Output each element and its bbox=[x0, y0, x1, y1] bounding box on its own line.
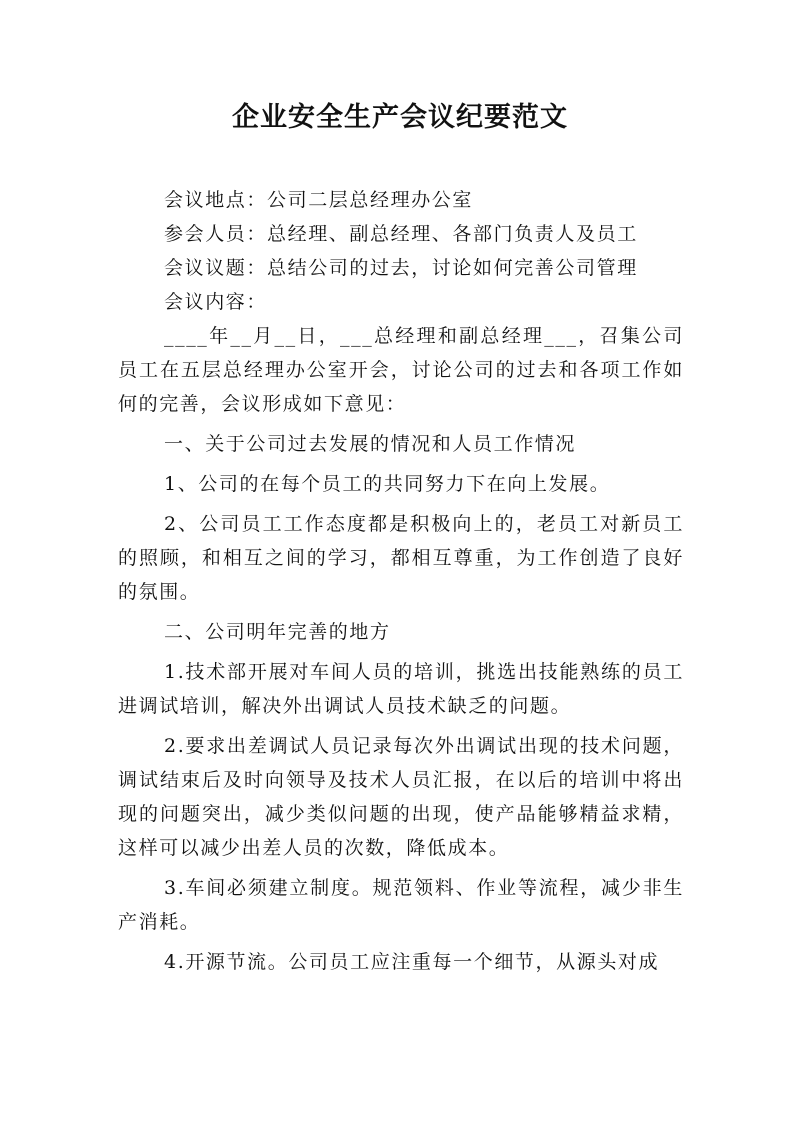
document-title: 企业安全生产会议纪要范文 bbox=[232, 102, 568, 133]
paragraph-item-2-3: 3.车间必须建立制度。规范领料、作业等流程，减少非生产消耗。 bbox=[118, 877, 684, 933]
paragraph-item-2-4: 4.开源节流。公司员工应注重每一个细节，从源头对成 bbox=[164, 951, 660, 973]
paragraph-meeting-content-label: 会议内容： bbox=[164, 291, 268, 313]
paragraph-meeting-location: 会议地点：公司二层总经理办公室 bbox=[164, 189, 474, 211]
paragraph-item-2-1: 1.技术部开展对车间人员的培训，挑选出技能熟练的员工进调试培训，解决外出调试人员技术缺乏的问题。 bbox=[118, 661, 684, 717]
paragraph-meeting-topic: 会议议题：总结公司的过去，讨论如何完善公司管理 bbox=[164, 257, 638, 279]
paragraph-item-2-2: 2.要求出差调试人员记录每次外出调试出现的技术问题，调试结束后及时向领导及技术人员汇报，在以后的培训中将出现的问题突出，减少类似问题的出现，使产品能够精益求精，这样可以减少出差人员的次数，降低成本。 bbox=[118, 735, 684, 859]
paragraph-intro: ____年__月__日，___总经理和副总经理___，召集公司员工在五层总经理办公室开会，讨论公司的过去和各项工作如何的完善，会议形成如下意见： bbox=[118, 325, 684, 415]
document-body bbox=[118, 183, 684, 985]
section-heading-2: 二、公司明年完善的地方 bbox=[164, 621, 391, 643]
paragraph-attendees: 参会人员：总经理、副总经理、各部门负责人及员工 bbox=[164, 223, 638, 245]
paragraph-item-1-2: 2、公司员工工作态度都是积极向上的，老员工对新员工的照顾，和相互之间的学习，都相互尊重，为工作创造了良好的氛围。 bbox=[118, 513, 684, 603]
section-heading-1: 一、关于公司过去发展的情况和人员工作情况 bbox=[164, 433, 577, 455]
paragraph-item-1-1: 1、公司的在每个员工的共同努力下在向上发展。 bbox=[164, 473, 611, 495]
